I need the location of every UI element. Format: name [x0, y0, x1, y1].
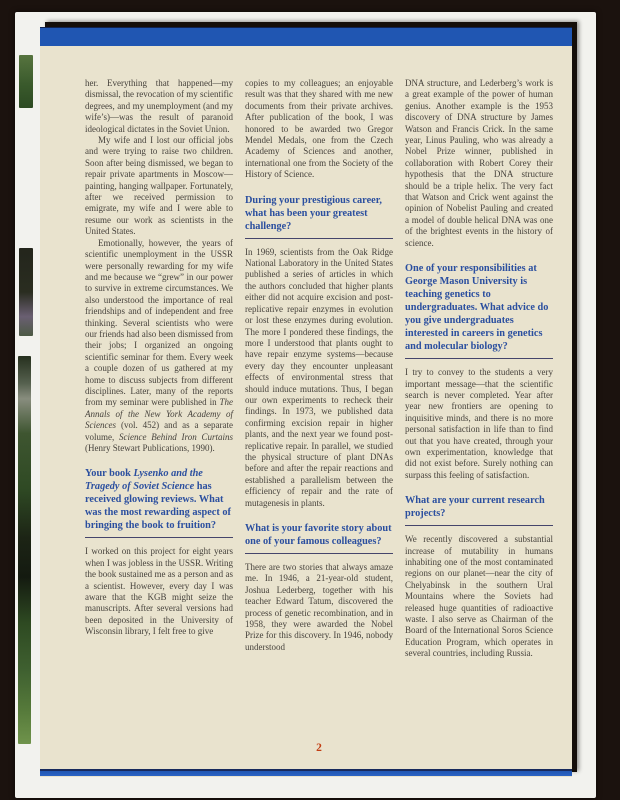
page-number: 2 [316, 742, 322, 754]
question-heading: Your book Lysenko and the Tragedy of Soviet Science has received glowing reviews. What was the most rewarding aspect of bringing the book to fruition? [85, 467, 233, 538]
body-paragraph: copies to my colleagues; an enjoyable result was that they shared with me new documents from their private archives. After publication of the book, I was honored to be awarded two Gregor Mendel Medals, one from the Czech Academy of Sciences and another, international one from the Society of the History of Science. [245, 78, 393, 180]
underlying-photo-fragment-middle [19, 248, 33, 336]
underlying-photo-fragment-top [19, 55, 33, 108]
body-paragraph: Emotionally, however, the years of scientific unemployment in the USSR were personally rewarding for my wife and me because we “grew” in our power to survive in extreme circumstances. We also understood the importance of real friendships and of independent and free thinking. Several scientists who were our friends had also been dismissed from their jobs; I organized an ongoing scientific seminar for them. Every week a couple dozen of us gathered at my home to discuss subjects from different disciplines. Later, many of the reports from my seminar were published in The Annals of the New York Academy of Sciences (vol. 452) and as a separate volume, Science Behind Iron Curtains (Henry Stewart Publications, 1990). [85, 237, 233, 453]
bottom-blue-bar [40, 769, 572, 776]
question-heading: One of your responsibilities at George Mason University is teaching genetics to undergraduates. What advice do you give undergraduates interested in careers in genetics and molecular biology? [405, 262, 553, 359]
question-heading: What is your favorite story about one of your famous colleagues? [245, 522, 393, 554]
question-heading: During your prestigious career, what has been your greatest challenge? [245, 194, 393, 239]
body-paragraph: her. Everything that happened—my dismissal, the revocation of my scientific degrees, and my unemployment (and my wife’s)—was the result of paranoid ideological dictates in the Soviet Union. [85, 78, 233, 134]
body-paragraph: My wife and I lost our official jobs and were trying to raise two children. Soon after being dismissed, we began to repair private apartments in Moscow—painting, hanging wallpaper. Fortunately, after we received permission to emigrate, my wife and I were able to resume our work as scientists in the United States. [85, 135, 233, 237]
body-paragraph: We recently discovered a substantial increase of mutability in humans inhabiting one of the most contaminated regions on our planet—near the city of Chelyabinsk in the southern Ural Mountains where the Soviets had released huge quantities of radioactive waste. I also serve as Chairman of the Board of the International Soros Science Education Program, which operates in several countries, including Russia. [405, 534, 553, 659]
body-paragraph: DNA structure, and Lederberg’s work is a great example of the power of human genius. Another example is the 1953 discovery of DNA structure by James Watson and Francis Crick. In the same year, Linus Pauling, who was already a Nobel Prize winner, published in collaboration with Robert Corey their hypothesis that the DNA structure should be a triple helix. The very fact that Watson and Crick went against the opinion of Nobelist Pauling and created a model of double helical DNA was one of the brightest events in the history of science. [405, 78, 553, 248]
text-column-left [85, 78, 233, 638]
magazine-page [40, 27, 572, 777]
body-paragraph: I try to convey to the students a very important message—that the scientific search is never completed. Year after year new frontiers are opening to inquisitive minds, and there is no more personal satisfaction in life than to find out that you have created, through your own experimentation, knowledge that did not exist before. Surely nothing can surpass this feeling of satisfaction. [405, 367, 553, 480]
text-column-right [405, 78, 553, 660]
body-paragraph: In 1969, scientists from the Oak Ridge National Laboratory in the United States published a series of articles in which the authors concluded that higher plants either did not acquire excision and post-replicative repair enzymes in evolution or lost these enzymes during evolution. The more I pondered these findings, the more I understood that plants ought to have repair enzyme systems—because every day they encounter unpleasant effects of environmental stress that should induce mutations. Thus, I began our own experiments to recheck their findings. In 1973, we published data confirming excision repair in higher plants, and the next year we found post-replicative repair. In parallel, we studied the physical structure of plant DNAs before and after the repair reactions and established a parallelism between the efficiency of repair and the rate of mutagenesis in plants. [245, 246, 393, 508]
text-column-middle [245, 78, 393, 653]
top-blue-bar [40, 27, 572, 46]
body-paragraph: I worked on this project for eight years when I was jobless in the USSR. Writing the book sustained me as a person and as a scientist. However, every day I was aware that the KGB might seize the manuscripts. After several versions had been deposited in the University of Wisconsin library, I felt free to give [85, 546, 233, 637]
question-heading: What are your current research projects? [405, 494, 553, 526]
underlying-photo-fragment-bottom [18, 356, 31, 744]
body-paragraph: There are two stories that always amaze me. In 1946, a 21-year-old student, Joshua Lederberg, together with his teacher Edward Tatum, discovered the process of genetic recombination, and in 1958, they were awarded the Nobel Prize for this discovery. In 1946, nobody understood [245, 562, 393, 652]
